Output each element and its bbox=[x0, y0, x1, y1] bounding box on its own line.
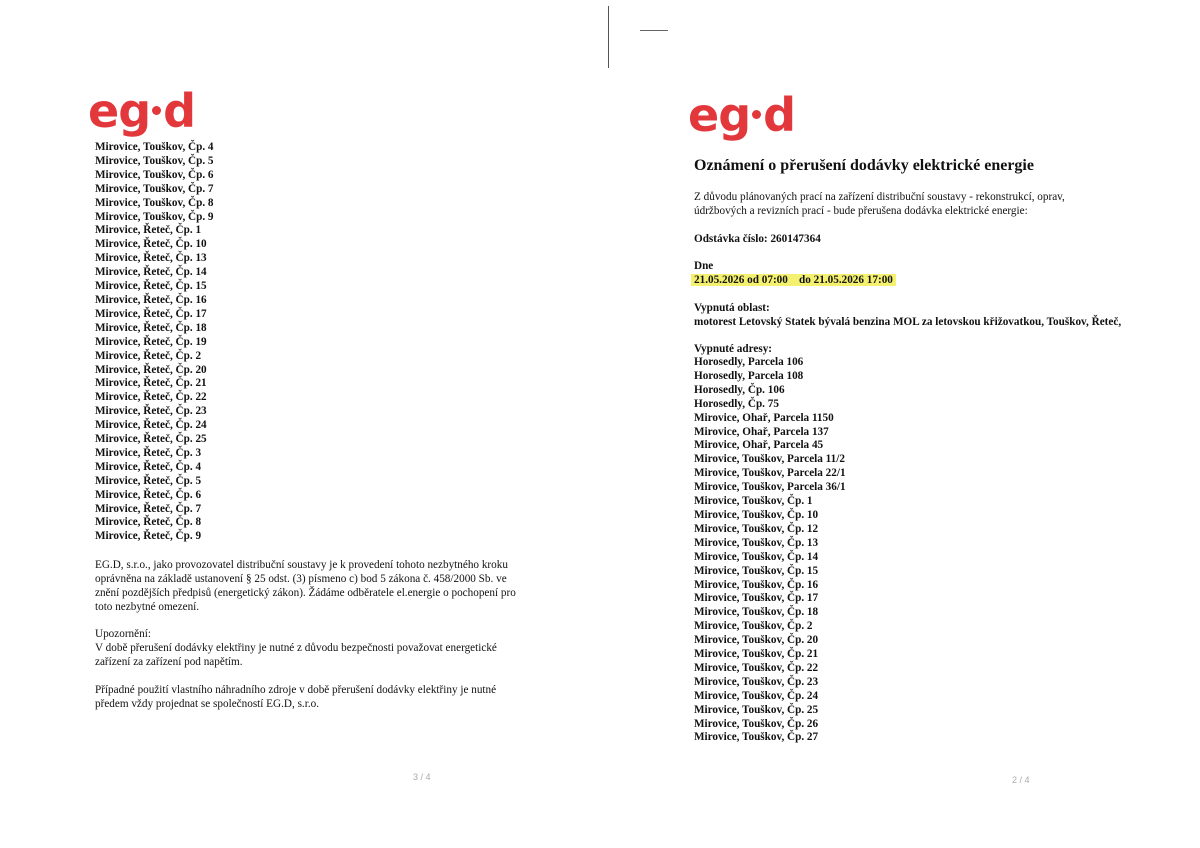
address-item: Mirovice, Řeteč, Čp. 18 bbox=[95, 321, 207, 334]
page-separator bbox=[608, 6, 609, 68]
backup-line: Případné použití vlastního náhradního zdroje v době přerušení dodávky elektřiny je nutné bbox=[95, 684, 497, 696]
legal-line: EG.D, s.r.o., jako provozovatel distribuční soustavy je k provedení tohoto nezbytného kroku bbox=[95, 559, 508, 571]
address-item: Mirovice, Řeteč, Čp. 2 bbox=[95, 349, 202, 362]
intro-paragraph bbox=[694, 190, 1065, 218]
backup-line: předem vždy projednat se společností EG.D, s.r.o. bbox=[95, 698, 320, 710]
legal-line: oprávněna na základě ustanovení § 25 odst. (3) písmeno c) bod 5 zákona č. 458/2000 Sb. ve bbox=[95, 573, 507, 585]
address-item: Mirovice, Řeteč, Čp. 13 bbox=[95, 252, 207, 265]
logo-text-d: d bbox=[163, 84, 196, 138]
address-item: Mirovice, Touškov, Parcela 11/2 bbox=[694, 453, 845, 466]
address-item: Mirovice, Řeteč, Čp. 25 bbox=[95, 433, 207, 446]
address-item: Mirovice, Touškov, Čp. 1 bbox=[694, 495, 813, 508]
address-item: Mirovice, Touškov, Čp. 5 bbox=[95, 154, 214, 167]
address-item: Mirovice, Touškov, Čp. 26 bbox=[694, 717, 819, 730]
logo-dot-icon bbox=[152, 106, 161, 115]
address-item: Mirovice, Ohař, Parcela 1150 bbox=[694, 411, 834, 424]
intro-line: údržbových a revizních prací - bude přerušena dodávka elektrické energie: bbox=[694, 205, 1028, 217]
address-item: Mirovice, Touškov, Čp. 7 bbox=[95, 182, 214, 195]
warning-line: V době přerušení dodávky elektřiny je nutné z důvodu bezpečnosti považovat energetické bbox=[95, 642, 497, 654]
intro-line: Z důvodu plánovaných prací na zařízení distribuční soustavy - rekonstrukcí, oprav, bbox=[694, 191, 1065, 203]
address-item: Mirovice, Touškov, Čp. 8 bbox=[95, 196, 214, 209]
address-item: Mirovice, Řeteč, Čp. 14 bbox=[95, 266, 207, 279]
address-item: Horosedly, Parcela 106 bbox=[694, 356, 804, 368]
logo-text-eg: eg bbox=[688, 88, 751, 142]
address-item: Mirovice, Touškov, Čp. 23 bbox=[694, 675, 819, 688]
address-item: Mirovice, Řeteč, Čp. 5 bbox=[95, 474, 202, 487]
address-item: Mirovice, Touškov, Čp. 27 bbox=[694, 731, 819, 744]
address-item: Mirovice, Řeteč, Čp. 8 bbox=[95, 516, 202, 529]
address-item: Mirovice, Touškov, Parcela 22/1 bbox=[694, 467, 846, 480]
warning-line: zařízení za zařízení pod napětím. bbox=[95, 656, 243, 668]
address-item: Mirovice, Řeteč, Čp. 1 bbox=[95, 224, 202, 237]
page-number: 3 / 4 bbox=[413, 772, 431, 782]
address-item: Horosedly, Čp. 75 bbox=[694, 397, 779, 410]
address-item: Mirovice, Řeteč, Čp. 21 bbox=[95, 377, 207, 390]
address-item: Mirovice, Řeteč, Čp. 22 bbox=[95, 391, 207, 404]
date-range bbox=[691, 273, 896, 287]
backup-source-notice bbox=[95, 683, 496, 711]
address-item: Mirovice, Řeteč, Čp. 23 bbox=[95, 405, 207, 418]
egd-logo bbox=[88, 84, 196, 138]
address-item: Mirovice, Touškov, Parcela 36/1 bbox=[694, 481, 846, 494]
logo-dot-icon bbox=[752, 110, 761, 119]
address-item: Mirovice, Touškov, Čp. 9 bbox=[95, 210, 214, 223]
address-item: Mirovice, Touškov, Čp. 16 bbox=[694, 578, 819, 591]
warning-line: Upozornění: bbox=[95, 628, 151, 640]
area-label: Vypnutá oblast: bbox=[694, 302, 770, 314]
egd-logo bbox=[688, 88, 796, 142]
address-item: Mirovice, Touškov, Čp. 20 bbox=[694, 634, 819, 647]
address-item: Mirovice, Řeteč, Čp. 9 bbox=[95, 530, 202, 543]
addresses-label: Vypnuté adresy: bbox=[694, 343, 773, 355]
address-item: Mirovice, Touškov, Čp. 17 bbox=[694, 592, 819, 605]
safety-warning bbox=[95, 627, 497, 669]
address-item: Mirovice, Ohař, Parcela 137 bbox=[694, 425, 829, 438]
date-range-highlight: 21.05.2026 od 07:00 do 21.05.2026 17:00 bbox=[691, 274, 896, 286]
address-item: Mirovice, Řeteč, Čp. 3 bbox=[95, 446, 202, 459]
address-item: Mirovice, Řeteč, Čp. 16 bbox=[95, 293, 207, 306]
address-item: Mirovice, Řeteč, Čp. 19 bbox=[95, 335, 207, 348]
document-page-right bbox=[610, 0, 1200, 848]
page-number: 2 / 4 bbox=[1012, 775, 1030, 785]
address-item: Horosedly, Čp. 106 bbox=[694, 383, 785, 396]
legal-line: toto nezbytné omezení. bbox=[95, 601, 200, 613]
legal-line: znění pozdějších předpisů (energetický zákon). Žádáme odběratele el.energie o pochopení pro bbox=[95, 587, 516, 599]
address-item: Mirovice, Řeteč, Čp. 10 bbox=[95, 238, 207, 251]
area-value: motorest Letovský Statek bývalá benzina MOL za letovskou křižovatkou, Touškov, Řeteč, bbox=[694, 316, 1122, 328]
address-item: Mirovice, Řeteč, Čp. 4 bbox=[95, 460, 202, 473]
address-item: Mirovice, Řeteč, Čp. 6 bbox=[95, 488, 202, 501]
address-item: Mirovice, Touškov, Čp. 10 bbox=[694, 508, 819, 521]
address-item: Mirovice, Touškov, Čp. 25 bbox=[694, 703, 819, 716]
address-item: Mirovice, Touškov, Čp. 6 bbox=[95, 168, 214, 181]
address-list bbox=[95, 141, 214, 544]
logo-text-d: d bbox=[763, 88, 796, 142]
address-item: Mirovice, Řeteč, Čp. 24 bbox=[95, 419, 207, 432]
address-item: Mirovice, Touškov, Čp. 18 bbox=[694, 606, 819, 619]
address-item: Mirovice, Řeteč, Čp. 7 bbox=[95, 502, 202, 515]
address-item: Mirovice, Řeteč, Čp. 17 bbox=[95, 307, 207, 320]
address-item: Mirovice, Touškov, Čp. 13 bbox=[694, 536, 819, 549]
address-item: Mirovice, Řeteč, Čp. 20 bbox=[95, 363, 207, 376]
address-item: Mirovice, Touškov, Čp. 24 bbox=[694, 689, 819, 702]
address-item: Mirovice, Touškov, Čp. 4 bbox=[95, 141, 214, 153]
address-item: Mirovice, Touškov, Čp. 21 bbox=[694, 648, 819, 661]
address-item: Mirovice, Touškov, Čp. 2 bbox=[694, 620, 813, 633]
address-item: Mirovice, Touškov, Čp. 15 bbox=[694, 564, 819, 577]
address-item: Mirovice, Ohař, Parcela 45 bbox=[694, 439, 824, 452]
notice-title: Oznámení o přerušení dodávky elektrické energie bbox=[694, 157, 1034, 174]
date-label: Dne bbox=[694, 260, 714, 272]
legal-paragraph bbox=[95, 558, 516, 614]
address-item: Mirovice, Touškov, Čp. 22 bbox=[694, 661, 819, 674]
address-item: Mirovice, Touškov, Čp. 14 bbox=[694, 550, 819, 563]
address-item: Mirovice, Touškov, Čp. 12 bbox=[694, 522, 819, 535]
logo-text-eg: eg bbox=[88, 84, 151, 138]
address-item: Mirovice, Řeteč, Čp. 15 bbox=[95, 280, 207, 293]
address-list bbox=[694, 356, 846, 745]
outage-number: Odstávka číslo: 260147364 bbox=[694, 233, 821, 245]
address-item: Horosedly, Parcela 108 bbox=[694, 369, 804, 382]
